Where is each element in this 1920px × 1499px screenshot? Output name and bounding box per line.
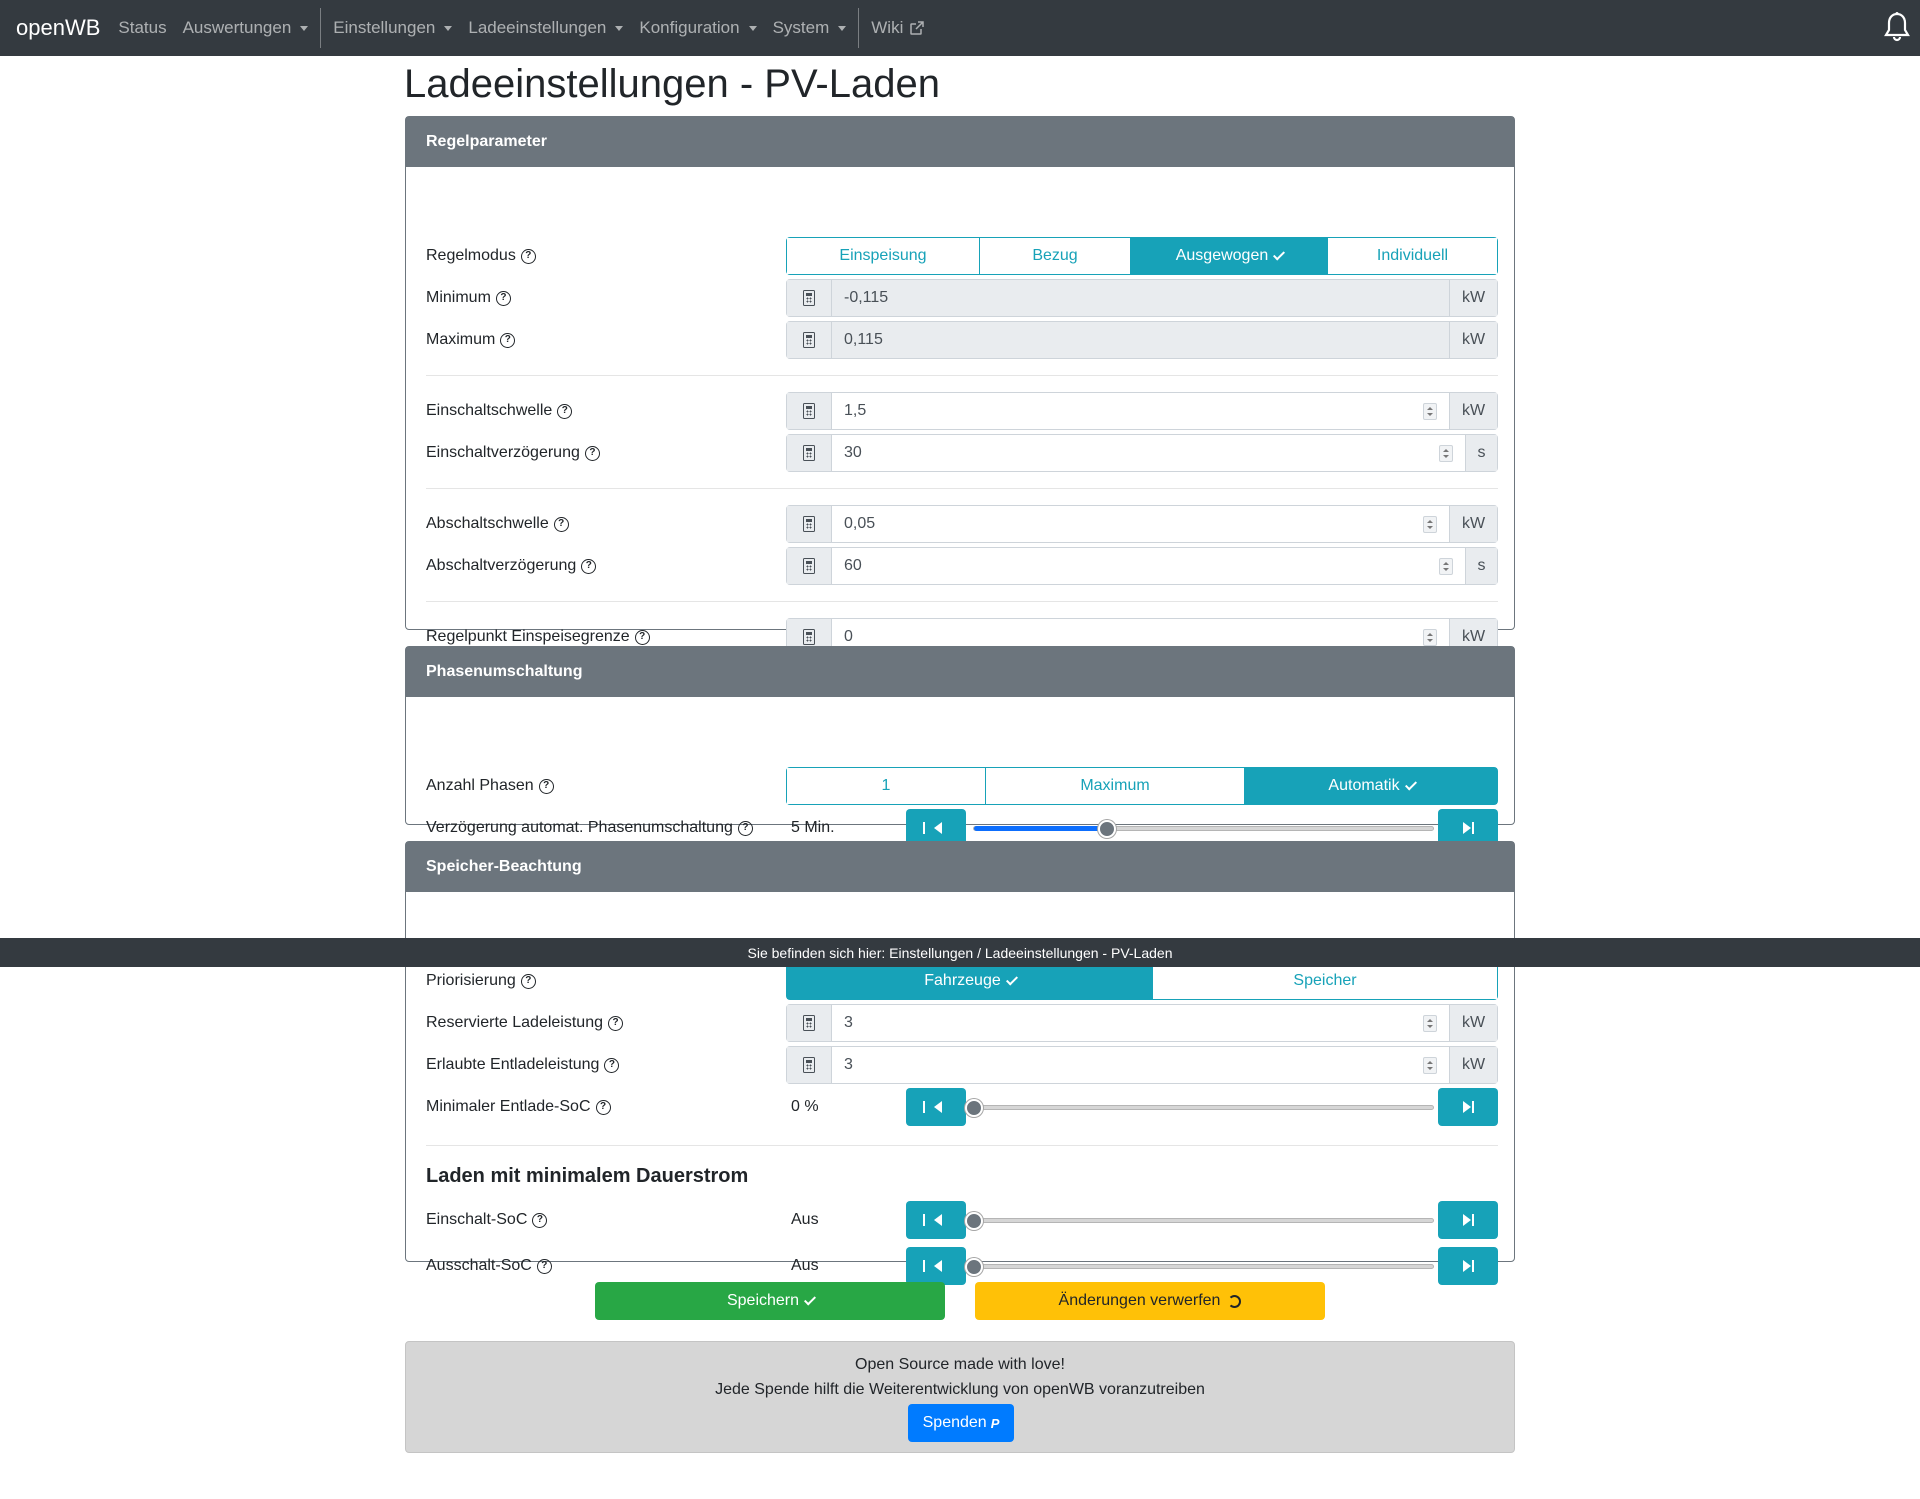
min-soc-label: Minimaler Entlade-SoC <box>426 1098 591 1115</box>
save-label: Speichern <box>726 1292 800 1309</box>
discard-button[interactable] <box>975 1282 1325 1320</box>
maximum-control <box>786 321 1498 359</box>
einschaltschwelle-input-group <box>786 392 1498 430</box>
einschaltverzoegerung-value: 30 <box>844 444 862 461</box>
maximum-field <box>832 322 1449 358</box>
calculator-icon-box <box>787 435 832 471</box>
phasenumschaltung-header: Phasenumschaltung <box>406 647 1514 697</box>
abschaltschwelle-input[interactable] <box>832 506 1449 542</box>
minimum-input-group <box>786 279 1498 317</box>
regelmodus-row <box>426 237 1498 275</box>
abschaltschwelle-input-group <box>786 505 1498 543</box>
spinner-icon[interactable] <box>1439 445 1453 462</box>
regelparameter-card <box>405 116 1515 645</box>
phasenumschaltung-card <box>405 646 1515 836</box>
erlaubt-row <box>426 1046 1498 1084</box>
regelparameter-header: Regelparameter <box>406 117 1514 167</box>
min-soc-label-wrap <box>426 1088 611 1126</box>
reserviert-row <box>426 1004 1498 1042</box>
einschaltschwelle-label: Einschaltschwelle <box>426 402 553 419</box>
breadcrumb: Sie befinden sich hier: Einstellungen / Ladeeinstellungen - PV-Laden <box>0 938 1920 967</box>
einschaltschwelle-control <box>786 392 1498 430</box>
save-button[interactable] <box>595 1282 945 1320</box>
step-forward-icon <box>1463 1260 1471 1272</box>
calculator-icon <box>803 1057 815 1073</box>
prio-speicher-label: Speicher <box>1293 972 1357 989</box>
calculator-icon-box <box>787 280 832 316</box>
regelmodus-individuell-label: Individuell <box>1376 247 1449 264</box>
page-title: Ladeeinstellungen - PV-Laden <box>404 62 940 106</box>
abschaltverzoegerung-label: Abschaltverzögerung <box>426 557 577 574</box>
reserviert-control <box>786 1004 1498 1042</box>
minimum-field <box>832 280 1449 316</box>
help-icon[interactable]: ? <box>532 1213 547 1228</box>
regelpunkt-unit: kW <box>1449 619 1497 655</box>
einschalt-soc-label-wrap <box>426 1201 547 1239</box>
minimum-unit: kW <box>1449 280 1497 316</box>
nav-konfiguration-label: Konfiguration <box>639 18 740 37</box>
einschalt-soc-label: Einschalt-SoC <box>426 1211 528 1228</box>
reserviert-label: Reservierte Ladeleistung <box>426 1014 603 1031</box>
slider-thumb[interactable] <box>965 1099 983 1117</box>
maximum-label: Maximum <box>426 331 496 348</box>
divider <box>426 488 1498 489</box>
donate-line1: Open Source made with love! <box>855 1356 1065 1373</box>
check-icon <box>1006 973 1018 985</box>
regelmodus-label: Regelmodus <box>426 247 516 264</box>
anzahl-phasen-label-wrap <box>426 767 554 805</box>
step-backward-icon <box>934 1101 942 1113</box>
nav-status-label: Status <box>118 18 167 37</box>
discard-label: Änderungen verwerfen <box>1058 1292 1221 1309</box>
abschaltschwelle-label-wrap <box>426 505 569 543</box>
einschaltverzoegerung-input[interactable] <box>832 435 1465 471</box>
abschaltverzoegerung-control <box>786 547 1498 585</box>
abschaltschwelle-unit: kW <box>1449 506 1497 542</box>
min-soc-row <box>426 1088 1498 1126</box>
caret-down-icon <box>749 26 757 31</box>
einschalt-soc-value: Aus <box>791 1211 819 1228</box>
step-backward-icon <box>934 1214 942 1226</box>
help-icon[interactable]: ? <box>608 1016 623 1031</box>
nav-system[interactable] <box>765 0 855 56</box>
help-icon[interactable]: ? <box>585 446 600 461</box>
abschaltverzoegerung-input-group <box>786 547 1498 585</box>
maximum-input-group <box>786 321 1498 359</box>
priorisierung-button-group <box>786 962 1498 1000</box>
nav-einstellungen-label: Einstellungen <box>333 18 436 37</box>
abschaltschwelle-control <box>786 505 1498 543</box>
priorisierung-group <box>786 962 1498 1000</box>
einschaltverzoegerung-control <box>786 434 1498 472</box>
ausschalt-soc-slider[interactable] <box>973 1264 1434 1269</box>
einschaltverzoegerung-row <box>426 434 1498 472</box>
erlaubt-input-group <box>786 1046 1498 1084</box>
help-icon[interactable]: ? <box>521 249 536 264</box>
abschaltschwelle-value: 0,05 <box>844 515 876 532</box>
anzahl-phasen-button-group <box>786 767 1498 805</box>
external-link-icon <box>909 20 925 36</box>
help-icon[interactable]: ? <box>539 779 554 794</box>
spinner-icon[interactable] <box>1423 403 1437 420</box>
regelpunkt-value: 0 <box>844 628 853 645</box>
step-backward-icon <box>934 1260 942 1272</box>
brand-logo[interactable]: openWB <box>16 15 101 40</box>
navbar <box>0 0 1920 56</box>
calculator-icon <box>803 516 815 532</box>
einschalt-soc-slider[interactable] <box>973 1218 1434 1223</box>
verzoegerung-slider[interactable] <box>973 826 1434 831</box>
donate-label: Spenden <box>922 1414 987 1431</box>
abschaltverzoegerung-unit: s <box>1465 548 1497 584</box>
minimum-control <box>786 279 1498 317</box>
spinner-icon[interactable] <box>1423 629 1437 646</box>
einschaltschwelle-unit: kW <box>1449 393 1497 429</box>
einschaltverzoegerung-input-group <box>786 434 1498 472</box>
donate-box <box>405 1341 1515 1453</box>
ausschalt-soc-increase-button[interactable] <box>1438 1247 1498 1285</box>
einschalt-soc-decrease-button[interactable] <box>906 1201 966 1239</box>
einschalt-soc-increase-button[interactable] <box>1438 1201 1498 1239</box>
nav-ladeeinstellungen-label: Ladeeinstellungen <box>468 18 607 37</box>
anzahl-phasen-group <box>786 767 1498 805</box>
phasen-automatik-label: Automatik <box>1328 777 1400 794</box>
ausschalt-soc-label: Ausschalt-SoC <box>426 1257 532 1274</box>
help-icon[interactable]: ? <box>581 559 596 574</box>
nav-einstellungen[interactable] <box>325 0 460 56</box>
phasen-automatik-button[interactable] <box>1245 768 1497 804</box>
abschaltverzoegerung-input[interactable] <box>832 548 1465 584</box>
ausschalt-soc-row <box>426 1247 1498 1285</box>
help-icon[interactable]: ? <box>604 1058 619 1073</box>
step-forward-icon <box>1463 1214 1471 1226</box>
maximum-unit: kW <box>1449 322 1497 358</box>
help-icon[interactable]: ? <box>738 821 753 836</box>
slider-thumb[interactable] <box>965 1212 983 1230</box>
paypal-icon: P <box>990 1415 1000 1431</box>
maximum-row <box>426 321 1498 359</box>
caret-down-icon <box>300 26 308 31</box>
minimum-row <box>426 279 1498 317</box>
divider <box>426 1145 1498 1146</box>
phasen-1-label: 1 <box>881 777 891 794</box>
bell-icon[interactable] <box>1882 11 1912 43</box>
maximum-label-wrap <box>426 321 515 359</box>
nav-wiki[interactable] <box>863 0 933 56</box>
verzoegerung-label: Verzögerung automat. Phasenumschaltung <box>426 819 733 836</box>
prio-fahrzeuge-button[interactable] <box>787 963 1153 999</box>
regelmodus-label-wrap <box>426 237 536 275</box>
calculator-icon <box>803 629 815 645</box>
einschaltschwelle-label-wrap <box>426 392 572 430</box>
dauerstrom-heading: Laden mit minimalem Dauerstrom <box>426 1165 749 1187</box>
caret-down-icon <box>615 26 623 31</box>
spinner-icon[interactable] <box>1439 558 1453 575</box>
priorisierung-label: Priorisierung <box>426 972 516 989</box>
regelmodus-group <box>786 237 1498 275</box>
help-icon[interactable]: ? <box>521 974 536 989</box>
prio-fahrzeuge-label: Fahrzeuge <box>924 972 1001 989</box>
regelmodus-ausgewogen-label: Ausgewogen <box>1175 247 1269 264</box>
reserviert-input-group <box>786 1004 1498 1042</box>
calculator-icon <box>803 290 815 306</box>
calculator-icon <box>803 1015 815 1031</box>
regelmodus-einspeisung-label: Einspeisung <box>839 247 927 264</box>
erlaubt-label: Erlaubte Entladeleistung <box>426 1056 600 1073</box>
help-icon[interactable]: ? <box>596 1100 611 1115</box>
check-icon <box>804 1293 816 1305</box>
einschalt-soc-control <box>786 1201 1498 1239</box>
calculator-icon <box>803 332 815 348</box>
erlaubt-value: 3 <box>844 1056 853 1073</box>
min-soc-value: 0 % <box>791 1098 819 1115</box>
calculator-icon-box <box>787 1047 832 1083</box>
regelmodus-individuell-button[interactable] <box>1328 238 1497 274</box>
calculator-icon <box>803 445 815 461</box>
erlaubt-input[interactable] <box>832 1047 1449 1083</box>
calculator-icon-box <box>787 322 832 358</box>
min-soc-decrease-button[interactable] <box>906 1088 966 1126</box>
help-icon[interactable]: ? <box>557 404 572 419</box>
step-forward-icon <box>1463 1101 1471 1113</box>
verzoegerung-value: 5 Min. <box>791 819 835 836</box>
slider-thumb[interactable] <box>965 1258 983 1276</box>
step-backward-icon <box>934 822 942 834</box>
einschaltschwelle-input[interactable] <box>832 393 1449 429</box>
ausschalt-soc-control <box>786 1247 1498 1285</box>
help-icon[interactable]: ? <box>635 630 650 645</box>
nav-status[interactable] <box>110 0 174 56</box>
minimum-label: Minimum <box>426 289 491 306</box>
help-icon[interactable]: ? <box>554 517 569 532</box>
minimum-label-wrap <box>426 279 511 317</box>
regelmodus-bezug-label: Bezug <box>1032 247 1078 264</box>
undo-icon <box>1228 1295 1241 1308</box>
regelmodus-ausgewogen-button[interactable] <box>1131 238 1328 274</box>
caret-down-icon <box>444 26 452 31</box>
erlaubt-label-wrap <box>426 1046 619 1084</box>
reserviert-label-wrap <box>426 1004 623 1042</box>
donate-line2: Jede Spende hilft die Weiterentwicklung von openWB voranzutreiben <box>715 1381 1205 1398</box>
abschaltverzoegerung-label-wrap <box>426 547 596 585</box>
phasen-maximum-button[interactable] <box>986 768 1245 804</box>
speicher-card <box>405 841 1515 1274</box>
nav-separator <box>858 8 859 48</box>
slider-fill <box>974 826 1107 831</box>
erlaubt-control <box>786 1046 1498 1084</box>
reserviert-input[interactable] <box>832 1005 1449 1041</box>
check-icon <box>1405 778 1417 790</box>
nav-ladeeinstellungen[interactable] <box>460 0 631 56</box>
spinner-icon[interactable] <box>1423 1057 1437 1074</box>
calculator-icon-box <box>787 393 832 429</box>
step-forward-icon <box>1463 822 1471 834</box>
spinner-icon[interactable] <box>1423 1015 1437 1032</box>
abschaltverzoegerung-row <box>426 547 1498 585</box>
reserviert-unit: kW <box>1449 1005 1497 1041</box>
minimum-value: -0,115 <box>844 289 889 306</box>
regelpunkt-label: Regelpunkt Einspeisegrenze <box>426 628 630 645</box>
phasen-1-button[interactable] <box>787 768 986 804</box>
erlaubt-unit: kW <box>1449 1047 1497 1083</box>
calculator-icon-box <box>787 548 832 584</box>
phasen-maximum-label: Maximum <box>1080 777 1150 794</box>
nav-system-label: System <box>772 18 830 37</box>
slider-thumb[interactable] <box>1098 820 1116 838</box>
nav-konfiguration[interactable] <box>631 0 764 56</box>
abschaltschwelle-row <box>426 505 1498 543</box>
check-icon <box>1273 248 1285 260</box>
einschaltverzoegerung-unit: s <box>1465 435 1497 471</box>
einschaltschwelle-value: 1,5 <box>844 402 867 419</box>
prio-speicher-button[interactable] <box>1153 963 1497 999</box>
abschaltverzoegerung-value: 60 <box>844 557 862 574</box>
ausschalt-soc-label-wrap <box>426 1247 552 1285</box>
einschaltverzoegerung-label: Einschaltverzögerung <box>426 444 580 461</box>
regelmodus-einspeisung-button[interactable] <box>787 238 980 274</box>
einschaltschwelle-row <box>426 392 1498 430</box>
calculator-icon-box <box>787 506 832 542</box>
help-icon[interactable]: ? <box>537 1259 552 1274</box>
reserviert-value: 3 <box>844 1014 853 1031</box>
spinner-icon[interactable] <box>1423 516 1437 533</box>
divider <box>426 601 1498 602</box>
priorisierung-label-wrap <box>426 962 536 1000</box>
calculator-icon <box>803 403 815 419</box>
nav-separator <box>320 8 321 48</box>
ausschalt-soc-value: Aus <box>791 1257 819 1274</box>
nav-auswertungen-label: Auswertungen <box>182 18 292 37</box>
nav-wiki-label: Wiki <box>871 18 904 37</box>
speicher-header: Speicher-Beachtung <box>406 842 1514 892</box>
einschalt-soc-row <box>426 1201 1498 1239</box>
einschaltverzoegerung-label-wrap <box>426 434 600 472</box>
help-icon[interactable]: ? <box>500 333 515 348</box>
donate-button[interactable] <box>908 1404 1014 1442</box>
maximum-value: 0,115 <box>844 331 883 348</box>
anzahl-phasen-row <box>426 767 1498 805</box>
abschaltschwelle-label: Abschaltschwelle <box>426 515 549 532</box>
min-soc-control <box>786 1088 1498 1126</box>
calculator-icon-box <box>787 1005 832 1041</box>
min-soc-increase-button[interactable] <box>1438 1088 1498 1126</box>
priorisierung-row <box>426 962 1498 1000</box>
anzahl-phasen-label: Anzahl Phasen <box>426 777 534 794</box>
regelmodus-bezug-button[interactable] <box>980 238 1131 274</box>
min-soc-slider[interactable] <box>973 1105 1434 1110</box>
divider <box>426 375 1498 376</box>
regelmodus-button-group <box>786 237 1498 275</box>
calculator-icon <box>803 558 815 574</box>
ausschalt-soc-decrease-button[interactable] <box>906 1247 966 1285</box>
nav-auswertungen[interactable] <box>175 0 317 56</box>
caret-down-icon <box>838 26 846 31</box>
help-icon[interactable]: ? <box>496 291 511 306</box>
